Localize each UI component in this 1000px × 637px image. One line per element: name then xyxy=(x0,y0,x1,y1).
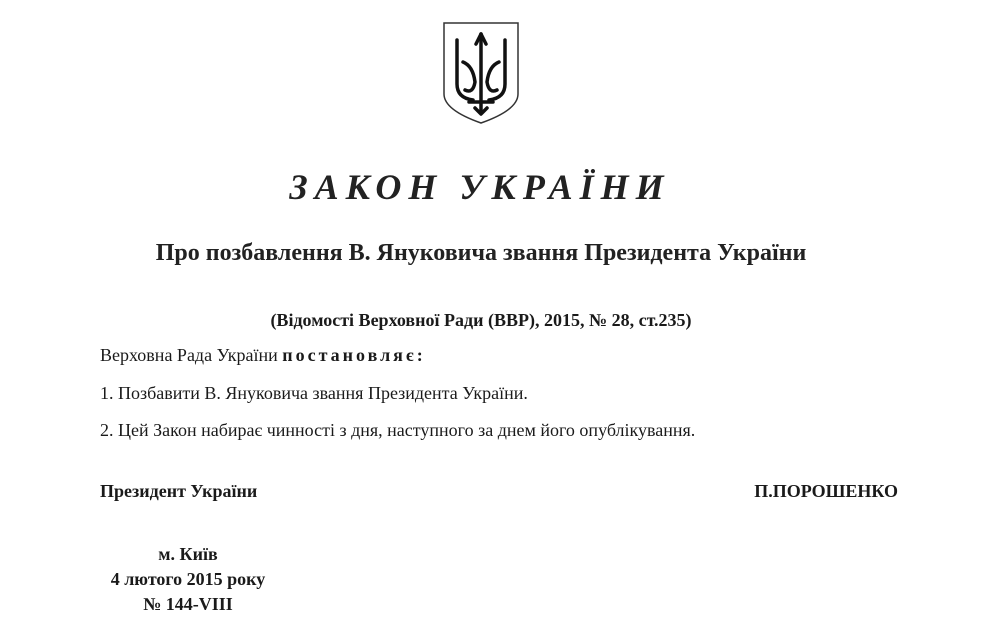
preamble xyxy=(100,345,426,366)
publication-source: (Відомості Верховної Ради (ВВР), 2015, № 28, ст.235) xyxy=(270,310,692,330)
signatory-position: Президент України xyxy=(100,481,258,501)
issue-date: 4 лютого 2015 року xyxy=(110,569,266,589)
law-heading: ЗАКОН УКРАЇНИ xyxy=(289,167,671,207)
signatory-name: П.ПОРОШЕНКО xyxy=(754,481,898,501)
issue-details xyxy=(88,542,288,617)
issue-place: м. Київ xyxy=(158,544,218,564)
law-item-2: 2. Цей Закон набирає чинності з дня, наступного за днем його опублікування. xyxy=(100,420,696,440)
trident-emblem-icon xyxy=(443,22,519,124)
preamble-decree-word: постановляє: xyxy=(282,345,426,365)
law-number: № 144-VIII xyxy=(143,594,233,614)
law-title: Про позбавлення В. Януковича звання Президента України xyxy=(155,240,807,266)
preamble-text: Верховна Рада України xyxy=(100,345,283,365)
law-item-1: 1. Позбавити В. Януковича звання Президента України. xyxy=(100,383,528,403)
